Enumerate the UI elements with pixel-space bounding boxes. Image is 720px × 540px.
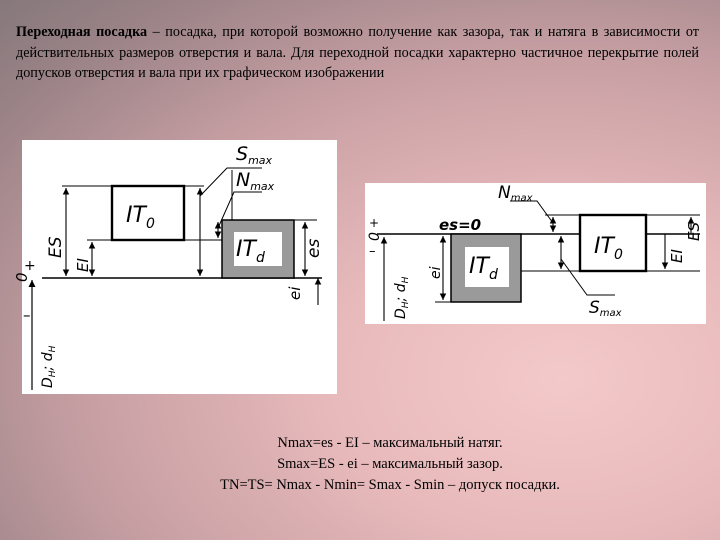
es-shaft-label: es	[304, 238, 324, 258]
intro-paragraph	[16, 22, 699, 84]
diagram-1-svg	[13, 140, 337, 394]
definition-text: – посадка, при которой возможно получение как зазора, так и натяга в зависимости от действительных размеров отверстия и вала. Для переходной посадки характерно частичное перекрытие полей допусков отверстия и вала при их графическом изображении	[16, 24, 699, 81]
term-heading: Переходная посадка	[16, 24, 148, 40]
nmax-label: Nmax	[498, 183, 533, 204]
nmax-leader	[510, 201, 553, 223]
formula-smax: Smax=ES - ei – максимальный зазор.	[277, 456, 503, 472]
zero-label: 0	[13, 272, 31, 282]
it-shaft-label: $IT_d$	[469, 254, 498, 283]
es-label: ES	[46, 236, 66, 258]
it-hole-label: $IT_0$	[126, 203, 155, 232]
ei-label: EI	[74, 258, 92, 272]
transition-fit-diagram-2	[365, 183, 706, 324]
smax-label: $S_{max}$	[236, 143, 273, 167]
nmax-label: $N_{max}$	[236, 169, 275, 193]
formula-tolerance: TN=TS= Nmax - Nmin= Smax - Smin – допуск посадки.	[220, 477, 560, 493]
ei-shaft-label: ei	[286, 286, 304, 300]
es-zero-label: es=0	[439, 216, 482, 234]
diagram-2-svg	[365, 183, 706, 324]
nominal-size-label: $D_H$; $d_H$	[393, 276, 411, 319]
it-hole-label: $IT_0$	[594, 234, 623, 263]
it-shaft-label: $IT_d$	[236, 237, 265, 266]
plus-sign: +	[24, 258, 36, 274]
smax-label: Smax	[589, 298, 622, 319]
minus-sign: –	[23, 306, 31, 324]
plus-sign: +	[369, 216, 380, 230]
formulas-block	[140, 433, 640, 496]
ei-hole-label: EI	[668, 249, 686, 263]
minus-sign: –	[369, 244, 376, 259]
zero-label: 0	[367, 232, 383, 241]
nominal-size-label: $D_H$; $d_H$	[40, 345, 58, 388]
ei-shaft-label: ei	[428, 266, 444, 279]
transition-fit-diagram-1	[13, 140, 337, 394]
formula-nmax: Nmax=es - EI – максимальный натяг.	[277, 435, 503, 451]
es-hole-label: ES	[685, 222, 703, 241]
